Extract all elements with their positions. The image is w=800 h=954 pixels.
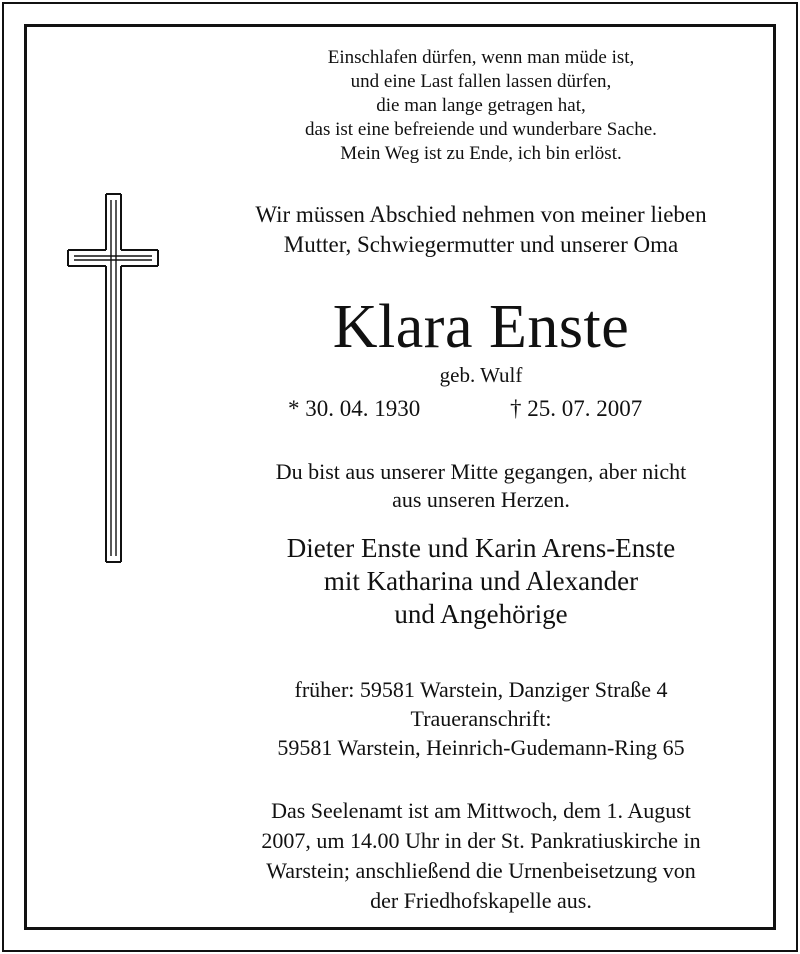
farewell-line: Du bist aus unserer Mitte gegangen, aber nicht [275,459,687,484]
former-address: früher: 59581 Warstein, Danziger Straße 4 [294,677,668,702]
poem-line: Einschlafen dürfen, wenn man müde ist, [327,47,635,68]
service-line: Das Seelenamt ist am Mittwoch, dem 1. August [271,798,691,823]
mourning-address: 59581 Warstein, Heinrich-Gudemann-Ring 65 [277,735,685,760]
death-date: † 25. 07. 2007 [510,396,643,421]
poem-line: die man lange getragen hat, [376,95,586,116]
service-info [200,796,762,916]
address-block [200,675,762,762]
farewell-text [200,458,762,514]
mourning-address-label: Traueranschrift: [410,706,552,731]
birth-name: geb. Wulf [439,363,523,387]
poem [200,46,762,166]
service-line: 2007, um 14.00 Uhr in der St. Pankratiuskirche in [261,828,701,853]
poem-line: Mein Weg ist zu Ende, ich bin erlöst. [340,143,622,164]
poem-line: das ist eine befreiende und wunderbare Sache. [305,119,657,140]
mourners-line: Dieter Enste und Karin Arens-Enste [286,533,676,563]
service-line: der Friedhofskapelle aus. [370,888,592,913]
birth-date: * 30. 04. 1930 [288,396,421,421]
intro-line: Mutter, Schwiegermutter und unserer Oma [283,232,679,257]
intro-line: Wir müssen Abschied nehmen von meiner lieben [255,202,707,227]
mourners-line: und Angehörige [394,599,568,629]
mourners-line: mit Katharina und Alexander [323,566,639,596]
life-dates [200,394,762,424]
mourners [200,532,762,631]
cross-icon [66,192,160,564]
deceased-name: Klara Enste [332,293,630,361]
service-line: Warstein; anschließend die Urnenbeisetzung von [266,858,696,883]
announcement-intro [200,200,762,260]
poem-line: und eine Last fallen lassen dürfen, [350,71,612,92]
farewell-line: aus unseren Herzen. [392,487,570,512]
